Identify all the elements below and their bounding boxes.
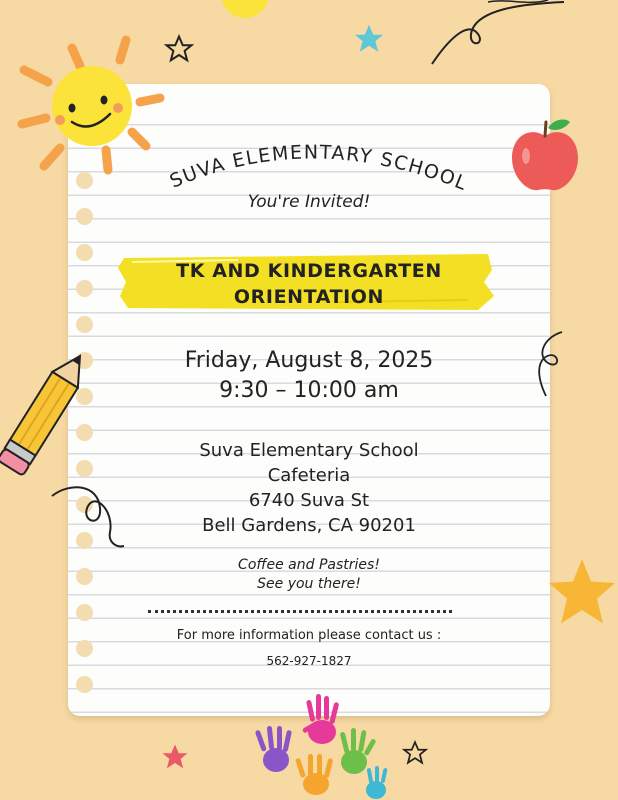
event-time: 9:30 – 10:00 am [219, 378, 399, 403]
event-title-line2: ORIENTATION [233, 286, 385, 308]
sun-icon [215, 0, 275, 22]
event-title [0, 258, 618, 310]
squiggle-icon [532, 328, 572, 398]
note-coffee: Coffee and Pastries! [238, 557, 380, 573]
pencil-icon [0, 344, 90, 480]
handprint-icon [250, 690, 390, 800]
note-see-you: See you there! [257, 576, 361, 592]
star-icon [402, 740, 428, 766]
contact-phone: 562-927-1827 [266, 654, 352, 668]
event-date: Friday, August 8, 2025 [184, 348, 434, 373]
star-icon [546, 556, 618, 628]
star-icon [160, 742, 190, 772]
location-city: Bell Gardens, CA 90201 [202, 515, 416, 536]
invitation-text: You're Invited! [247, 192, 371, 212]
school-name: SUVA ELEMENTARY SCHOOL [166, 141, 471, 196]
squiggle-icon [50, 482, 130, 552]
star-icon [352, 22, 386, 56]
contact-label: For more information please contact us : [176, 628, 442, 643]
dotted-divider [148, 610, 452, 613]
squiggle-icon [428, 0, 568, 70]
location-room: Cafeteria [267, 465, 351, 486]
apple-icon [508, 116, 582, 196]
location-street: 6740 Suva St [248, 490, 370, 511]
svg-text:SUVA ELEMENTARY SCHOOL [167, 141, 471, 195]
location-name: Suva Elementary School [199, 440, 419, 461]
event-title-line1: TK AND KINDERGARTEN [176, 260, 442, 282]
